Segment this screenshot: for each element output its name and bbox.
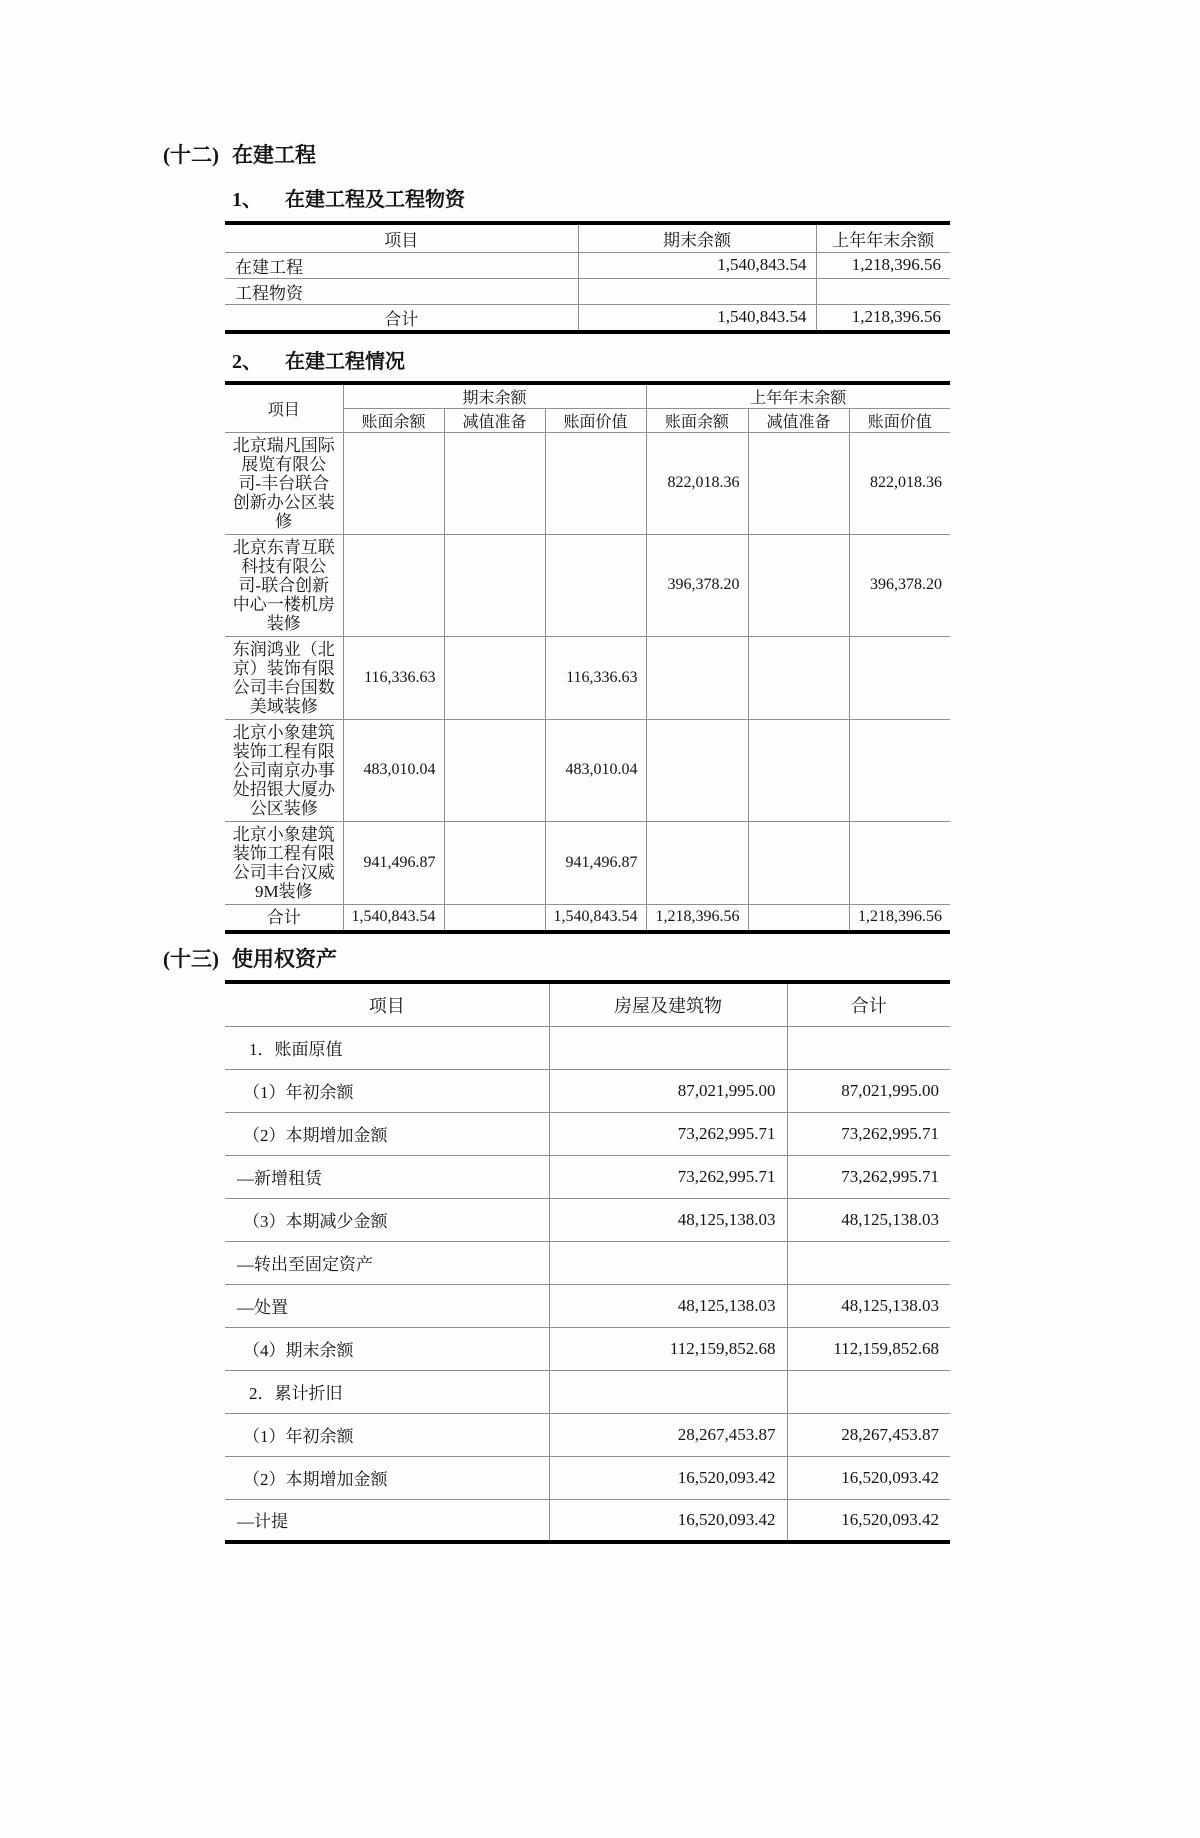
section12-number: (十二)	[163, 143, 219, 167]
section13-number: (十三)	[163, 947, 219, 971]
row-total-value: 73,262,995.71	[787, 1155, 950, 1198]
cell	[646, 821, 748, 904]
cell	[748, 432, 849, 534]
sub2-title: 在建工程情况	[285, 350, 405, 373]
total-cell: 1,540,843.54	[545, 904, 646, 932]
col-header-item: 项目	[225, 383, 343, 433]
row-buildings-value	[549, 1241, 787, 1284]
row-buildings-value	[549, 1026, 787, 1069]
cell	[748, 534, 849, 636]
sub2-number: 2、	[232, 350, 262, 373]
section13-heading	[163, 946, 1200, 972]
row-buildings-value: 48,125,138.03	[549, 1284, 787, 1327]
cell	[545, 534, 646, 636]
row-total-value: 16,520,093.42	[787, 1499, 950, 1542]
row-total-value: 73,262,995.71	[787, 1112, 950, 1155]
row-item: 2．累计折旧	[225, 1370, 549, 1413]
row-total-value: 16,520,093.42	[787, 1456, 950, 1499]
sub-header-book-value: 账面价值	[849, 408, 950, 432]
row-total-value	[787, 1026, 950, 1069]
row-item: —处置	[225, 1284, 549, 1327]
cell: 396,378.20	[849, 534, 950, 636]
col-header-item: 项目	[225, 982, 549, 1026]
row-total-value: 112,159,852.68	[787, 1327, 950, 1370]
table-row	[225, 432, 950, 534]
table-row	[225, 1241, 950, 1284]
cell	[646, 636, 748, 719]
table-row	[225, 278, 950, 304]
table-row	[225, 1413, 950, 1456]
cell: 822,018.36	[849, 432, 950, 534]
row-total-value: 87,021,995.00	[787, 1069, 950, 1112]
cell	[545, 432, 646, 534]
total-label: 合计	[225, 904, 343, 932]
row-project-name: 北京小象建筑装饰工程有限公司丰台汉威9M装修	[225, 821, 343, 904]
row-item: （2）本期增加金额	[225, 1112, 549, 1155]
row-item: —计提	[225, 1499, 549, 1542]
cell	[343, 432, 444, 534]
cell: 396,378.20	[646, 534, 748, 636]
table-row	[225, 1198, 950, 1241]
table-row	[225, 252, 950, 278]
sub2-heading	[232, 350, 1200, 375]
sub1-title: 在建工程及工程物资	[285, 189, 465, 211]
row-item: （3）本期减少金额	[225, 1198, 549, 1241]
cell: 941,496.87	[545, 821, 646, 904]
total-prior-value: 1,218,396.56	[816, 304, 950, 332]
row-item: （1）年初余额	[225, 1413, 549, 1456]
section13-title: 使用权资产	[232, 947, 337, 971]
row-item: 1．账面原值	[225, 1026, 549, 1069]
col-header-buildings: 房屋及建筑物	[549, 982, 787, 1026]
row-buildings-value: 16,520,093.42	[549, 1499, 787, 1542]
total-cell: 1,540,843.54	[343, 904, 444, 932]
sub-header-book-balance: 账面余额	[343, 408, 444, 432]
table-row	[225, 1069, 950, 1112]
total-cell: 1,218,396.56	[646, 904, 748, 932]
cell: 116,336.63	[343, 636, 444, 719]
table-row	[225, 719, 950, 821]
cell	[748, 821, 849, 904]
table-row	[225, 534, 950, 636]
row-item: （1）年初余额	[225, 1069, 549, 1112]
cell	[748, 719, 849, 821]
cell	[748, 636, 849, 719]
col-header-item: 项目	[225, 223, 578, 252]
sub1-heading	[232, 188, 1200, 213]
row-buildings-value: 73,262,995.71	[549, 1112, 787, 1155]
cell	[646, 719, 748, 821]
table-row	[225, 1370, 950, 1413]
table-row	[225, 1026, 950, 1069]
cell: 483,010.04	[343, 719, 444, 821]
row-project-name: 北京小象建筑装饰工程有限公司南京办事处招银大厦办公区装修	[225, 719, 343, 821]
sub-header-impairment: 减值准备	[748, 408, 849, 432]
table-row	[225, 1112, 950, 1155]
row-buildings-value: 112,159,852.68	[549, 1327, 787, 1370]
total-label: 合计	[225, 304, 578, 332]
cell	[849, 719, 950, 821]
row-total-value	[787, 1241, 950, 1284]
group-header-ending: 期末余额	[343, 383, 646, 409]
table-group-header-row	[225, 383, 950, 409]
row-item: （2）本期增加金额	[225, 1456, 549, 1499]
row-ending-value: 1,540,843.54	[578, 252, 816, 278]
table-row	[225, 1456, 950, 1499]
row-buildings-value	[549, 1370, 787, 1413]
table-row	[225, 821, 950, 904]
col-header-total: 合计	[787, 982, 950, 1026]
cell: 116,336.63	[545, 636, 646, 719]
row-project-name: 北京东青互联科技有限公司-联合创新中心一楼机房装修	[225, 534, 343, 636]
col-header-ending-balance: 期末余额	[578, 223, 816, 252]
row-item: 在建工程	[225, 252, 578, 278]
group-header-prior: 上年年末余额	[646, 383, 950, 409]
row-item: —新增租赁	[225, 1155, 549, 1198]
section12-title: 在建工程	[232, 143, 316, 167]
row-buildings-value: 73,262,995.71	[549, 1155, 787, 1198]
row-total-value	[787, 1370, 950, 1413]
table-header-row	[225, 982, 950, 1026]
cip-summary-table	[225, 221, 950, 334]
table-row	[225, 1155, 950, 1198]
cell	[849, 636, 950, 719]
table-row	[225, 1327, 950, 1370]
total-cell	[444, 904, 545, 932]
col-header-prior-year-balance: 上年年末余额	[816, 223, 950, 252]
table-header-row	[225, 223, 950, 252]
right-of-use-asset-table	[225, 980, 950, 1544]
total-cell: 1,218,396.56	[849, 904, 950, 932]
cell: 822,018.36	[646, 432, 748, 534]
cell	[444, 432, 545, 534]
row-item: （4）期末余额	[225, 1327, 549, 1370]
row-project-name: 东润鸿业（北京）装饰有限公司丰台国数美域装修	[225, 636, 343, 719]
row-buildings-value: 28,267,453.87	[549, 1413, 787, 1456]
cell	[444, 719, 545, 821]
total-cell	[748, 904, 849, 932]
table-row	[225, 636, 950, 719]
row-buildings-value: 16,520,093.42	[549, 1456, 787, 1499]
row-ending-value	[578, 278, 816, 304]
row-project-name: 北京瑞凡国际展览有限公司-丰台联合创新办公区装修	[225, 432, 343, 534]
sub-header-book-balance: 账面余额	[646, 408, 748, 432]
section12-heading	[163, 142, 1200, 168]
table-total-row	[225, 304, 950, 332]
total-ending-value: 1,540,843.54	[578, 304, 816, 332]
row-buildings-value: 48,125,138.03	[549, 1198, 787, 1241]
cell: 941,496.87	[343, 821, 444, 904]
row-total-value: 28,267,453.87	[787, 1413, 950, 1456]
cell	[444, 534, 545, 636]
row-prior-value: 1,218,396.56	[816, 252, 950, 278]
row-total-value: 48,125,138.03	[787, 1198, 950, 1241]
cell: 483,010.04	[545, 719, 646, 821]
row-item: 工程物资	[225, 278, 578, 304]
row-buildings-value: 87,021,995.00	[549, 1069, 787, 1112]
row-total-value: 48,125,138.03	[787, 1284, 950, 1327]
cell	[849, 821, 950, 904]
table-total-row	[225, 904, 950, 932]
cell	[444, 636, 545, 719]
cip-detail-table	[225, 381, 950, 935]
sub1-number: 1、	[232, 189, 262, 211]
cell	[343, 534, 444, 636]
sub-header-impairment: 减值准备	[444, 408, 545, 432]
table-row	[225, 1499, 950, 1542]
row-prior-value	[816, 278, 950, 304]
row-item: —转出至固定资产	[225, 1241, 549, 1284]
sub-header-book-value: 账面价值	[545, 408, 646, 432]
cell	[444, 821, 545, 904]
table-row	[225, 1284, 950, 1327]
